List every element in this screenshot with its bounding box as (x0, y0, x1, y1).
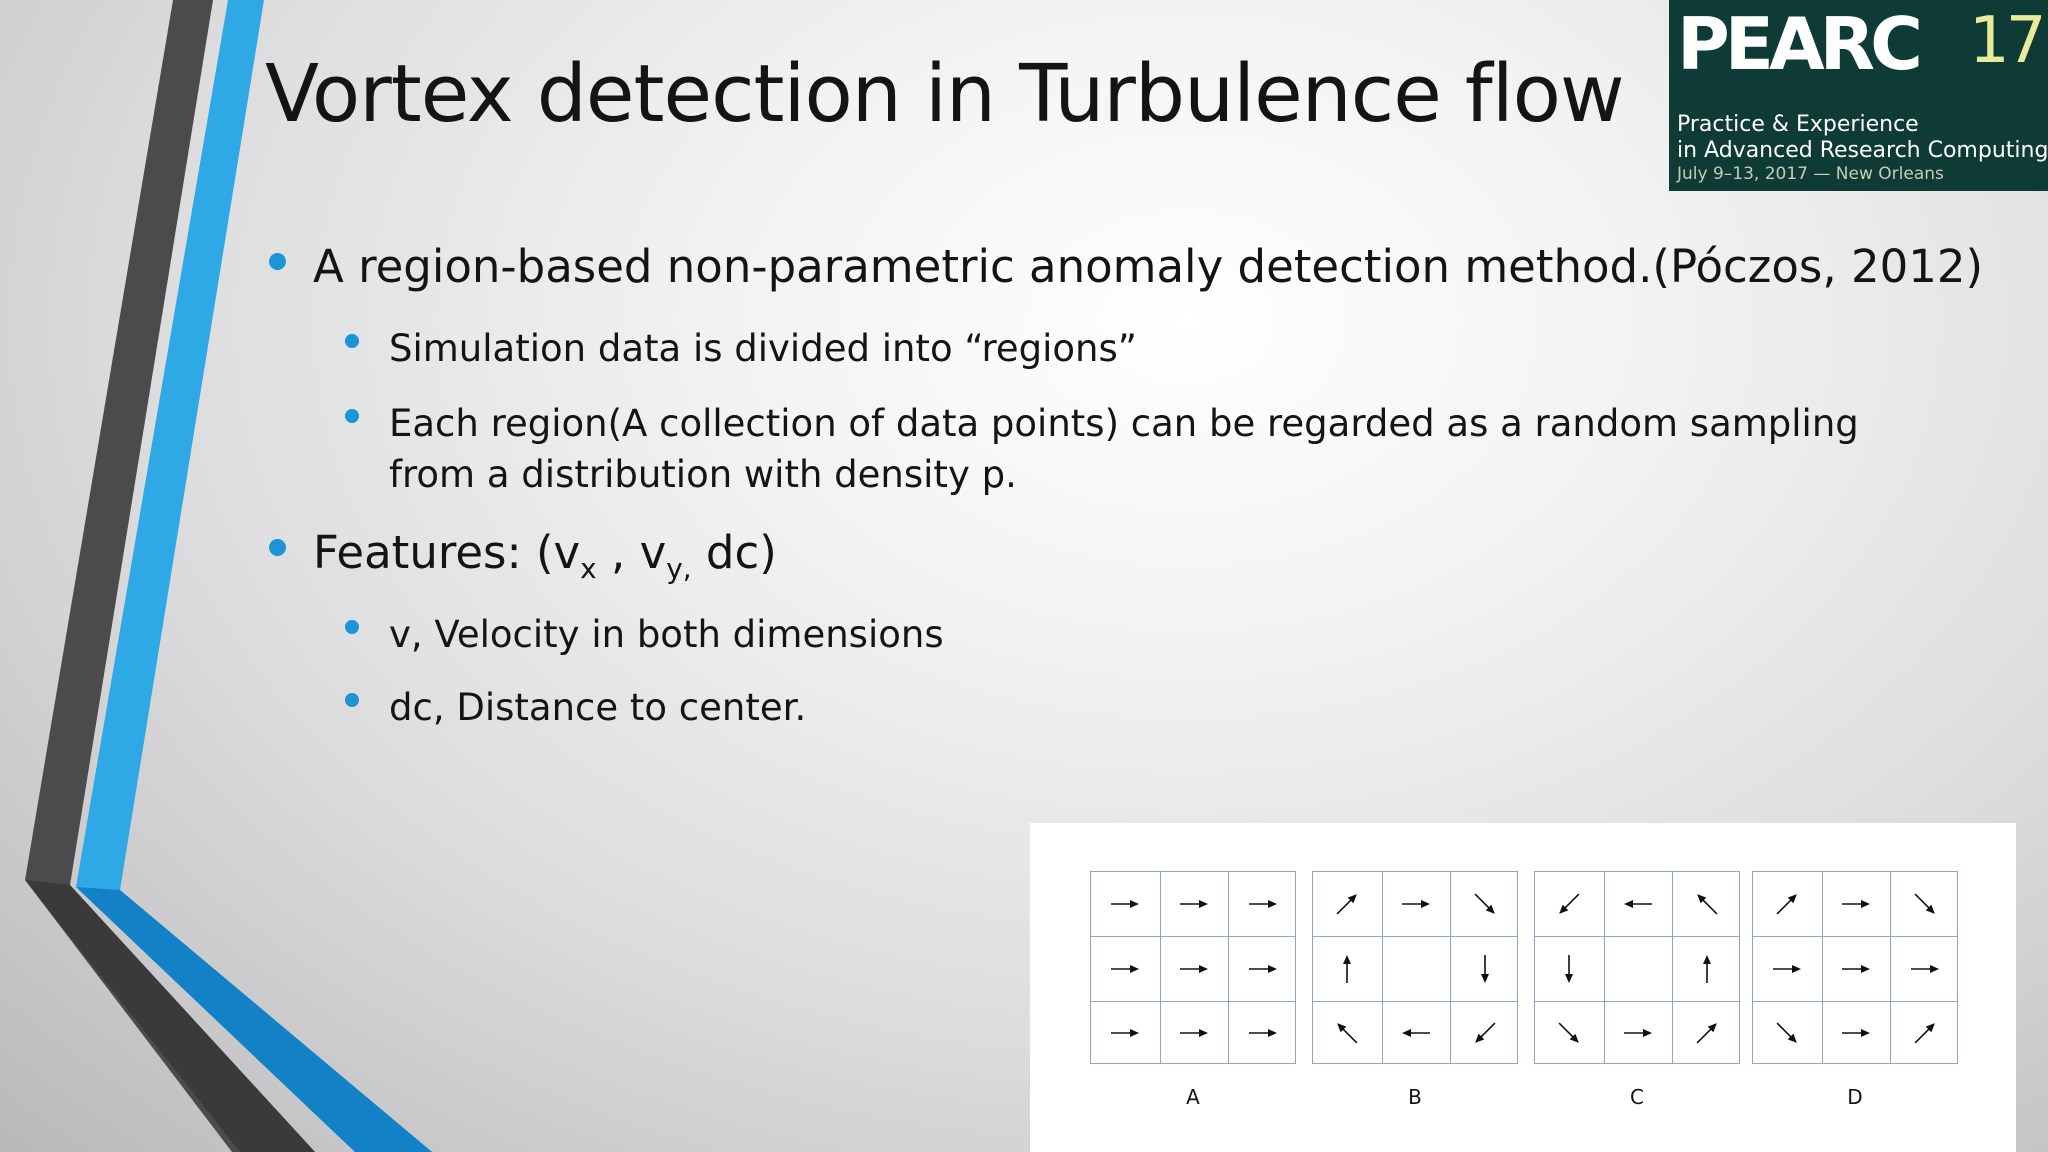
grid-line (1382, 872, 1383, 1063)
arrow-icon (1333, 890, 1361, 918)
arrow-icon (1471, 890, 1499, 918)
grid-line (1822, 872, 1823, 1063)
arrow-icon (1179, 1028, 1209, 1038)
bullet-regions: Simulation data is divided into “regions” (389, 327, 1137, 370)
grid-line (1535, 936, 1739, 937)
arrow-icon (1342, 954, 1352, 984)
vector-grid-c (1534, 871, 1740, 1064)
bullet-dot (345, 620, 359, 634)
arrow-icon (1841, 1028, 1871, 1038)
grid-line (1160, 872, 1161, 1063)
grid-line (1535, 1001, 1739, 1002)
arrow-icon (1772, 964, 1802, 974)
logo-name: PEARC (1677, 2, 1918, 86)
arrow-icon (1773, 890, 1801, 918)
bullet-distance: dc, Distance to center. (389, 686, 807, 729)
grid-line (1672, 872, 1673, 1063)
arrow-icon (1179, 899, 1209, 909)
arrow-icon (1623, 1028, 1653, 1038)
arrow-icon (1110, 899, 1140, 909)
arrow-icon (1693, 890, 1721, 918)
arrow-icon (1401, 899, 1431, 909)
features-sub-x: x (580, 552, 597, 585)
bullet-dot (345, 693, 359, 707)
bullet-velocity: v, Velocity in both dimensions (389, 613, 944, 656)
arrow-icon (1555, 1019, 1583, 1047)
bullet-dot (345, 409, 359, 423)
arrow-icon (1693, 1019, 1721, 1047)
arrow-icon (1911, 1019, 1939, 1047)
grid-label: A (1186, 1085, 1200, 1109)
features-prefix: Features: (v (313, 526, 581, 579)
vector-grid-b (1312, 871, 1518, 1064)
arrow-icon (1841, 964, 1871, 974)
arrow-icon (1333, 1019, 1361, 1047)
arrow-icon (1110, 964, 1140, 974)
arrow-icon (1248, 899, 1278, 909)
features-mid: , v (596, 526, 667, 579)
arrow-icon (1564, 954, 1574, 984)
features-sub-y: y, (666, 552, 692, 585)
arrow-icon (1555, 890, 1583, 918)
logo-tagline-1: Practice & Experience (1677, 112, 1919, 137)
arrow-icon (1911, 890, 1939, 918)
grid-line (1450, 872, 1451, 1063)
logo-date-location: July 9–13, 2017 — New Orleans (1677, 164, 1944, 184)
vector-grid-a (1090, 871, 1296, 1064)
features-suffix: dc) (691, 526, 777, 579)
arrow-icon (1480, 954, 1490, 984)
arrow-icon (1910, 964, 1940, 974)
arrow-icon (1773, 1019, 1801, 1047)
arrow-icon (1248, 964, 1278, 974)
grid-line (1313, 936, 1517, 937)
grid-line (1604, 872, 1605, 1063)
bullet-method: A region-based non-parametric anomaly detection method.(Póczos, 2012) (313, 240, 1984, 293)
vector-grid-d (1752, 871, 1958, 1064)
bullet-dot (269, 253, 286, 270)
bullet-sampling: Each region(A collection of data points) can be regarded as a random sampling from a distribution with density p. (389, 402, 1859, 496)
logo-year: 17 (1969, 4, 2043, 78)
grid-label: C (1630, 1085, 1644, 1109)
grid-line (1091, 1001, 1295, 1002)
grid-line (1890, 872, 1891, 1063)
arrow-icon (1248, 1028, 1278, 1038)
arrow-icon (1623, 899, 1653, 909)
slide-title: Vortex detection in Turbulence flow (265, 48, 1624, 140)
grid-line (1228, 872, 1229, 1063)
bullet-dot (269, 539, 286, 556)
grid-label: D (1847, 1085, 1863, 1109)
grid-line (1313, 1001, 1517, 1002)
grid-line (1091, 936, 1295, 937)
dark-stripe-lower (25, 880, 315, 1152)
arrow-icon (1110, 1028, 1140, 1038)
grid-label: B (1408, 1085, 1422, 1109)
arrow-icon (1841, 899, 1871, 909)
bullet-dot (345, 334, 359, 348)
vector-field-figure (1030, 823, 2016, 1152)
arrow-icon (1401, 1028, 1431, 1038)
arrow-icon (1179, 964, 1209, 974)
grid-line (1753, 936, 1957, 937)
pearc-logo (1669, 0, 2048, 191)
logo-tagline-2: in Advanced Research Computing (1677, 138, 2048, 163)
arrow-icon (1702, 954, 1712, 984)
arrow-icon (1471, 1019, 1499, 1047)
grid-line (1753, 1001, 1957, 1002)
bullet-features (313, 526, 777, 585)
